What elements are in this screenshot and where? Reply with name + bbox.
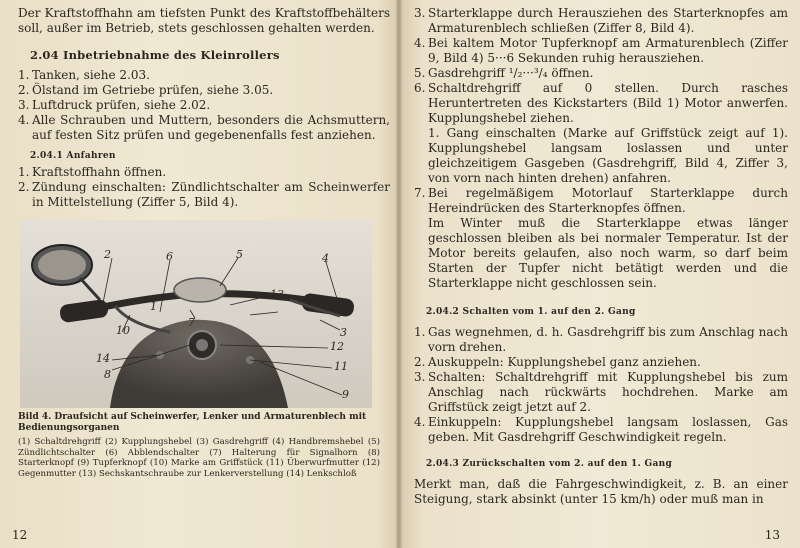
list-item: 2. Auskuppeln: Kupplungshebel ganz anziehen. [414,355,701,369]
list-item: 3. Starterklappe durch Herausziehen des Starterknopfes am Armaturenblech schließen (Ziffer 8, Bild 4). [414,6,788,35]
figure-label-9: 9 [342,388,349,401]
list-item: 3. Schalten: Schaltdrehgriff mit Kupplungshebel bis zum Anschlag nach rückwärts hochdrehen. Marke am Griffstück zeigt jetzt auf 2. [414,370,788,414]
step-7 [414,186,788,216]
figure-label-4: 4 [322,252,329,265]
handlebar-photo [20,220,372,408]
list-item: 3. Luftdruck prüfen, siehe 2.02. [18,98,211,112]
start-steps-continued [414,6,788,126]
step7-continuation: Im Winter muß die Starterklappe etwas länger geschlossen bleiben als bei normaler Temperatur. Ist der Motor bereits gelaufen, also noch warm, so darf beim Starten der Tupfer nicht betätigt werden und die Starterklappe nicht geschlossen sein. [428,216,788,290]
list-item: 5. Gasdrehgriff ¹/₂···³/₄ öffnen. [414,66,594,80]
page-number-left: 12 [12,528,28,542]
handlebar-illustration [20,220,372,408]
list-item: 1. Kraftstoffhahn öffnen. [18,165,167,179]
subsection-heading: 2.04.1 Anfahren [30,151,116,161]
list-item: 4. Alle Schrauben und Muttern, besonders die Achsmuttern, auf festen Sitz prüfen und gegebenenfalls fest anziehen. [18,113,390,142]
figure-label-11: 11 [334,360,348,373]
figure-label-3: 3 [340,326,347,339]
figure-label-2: 2 [104,248,111,261]
shift-steps [414,325,788,445]
book-gutter [396,0,402,548]
figure-label-5: 5 [236,248,243,261]
list-item: 4. Bei kaltem Motor Tupferknopf am Armaturenblech (Ziffer 9, Bild 4) 5···6 Sekunden ruhig herausziehen. [414,36,788,65]
intro-paragraph: Der Kraftstoffhahn am tiefsten Punkt des Kraftstoffbehälters soll, außer im Betrieb, stets geschlossen gehalten werden. [18,6,390,35]
subsection-heading-3: 2.04.3 Zurückschalten vom 2. auf den 1. Gang [426,459,673,469]
figure-label-12: 12 [330,340,344,353]
list-item: 6. Schaltdrehgriff auf 0 stellen. Durch rasches Heruntertreten des Kickstarters (Bild 1) Motor anwerfen. Kupplungshebel ziehen. [414,81,788,125]
page-number-right: 13 [764,528,780,542]
start-steps [18,165,390,210]
figure-label-14: 14 [96,352,110,365]
subsection-heading-2: 2.04.2 Schalten vom 1. auf den 2. Gang [426,307,636,317]
list-item: 2. Ölstand im Getriebe prüfen, siehe 3.05. [18,83,274,97]
figure-label-10: 10 [116,324,130,337]
preparation-steps [18,68,390,143]
list-item: 2. Zündung einschalten: Zündlichtschalter am Scheinwerfer in Mittelstellung (Ziffer 5, Bild 4). [18,180,390,209]
figure-label-7: 7 [188,316,195,329]
list-item: 1. Gas wegnehmen, d. h. Gasdrehgriff bis zum Anschlag nach vorn drehen. [414,325,788,354]
right-page [398,0,800,548]
figure-legend: (1) Schaltdrehgriff (2) Kupplungshebel (3) Gasdrehgriff (4) Handbremshebel (5) Zündlichtschalter (6) Abblendschalter (7) Halterung für Signalhorn (8) Starterknopf (9) Tupferknopf (10) Marke am Griffstück (11) Überwurfmutter (12) Gegenmutter (13) Sechskantschraube zur Lenkerverstellung (14) Lenkschloß [18,437,380,479]
step6-continuation: 1. Gang einschalten (Marke auf Griffstück zeigt auf 1). Kupplungshebel langsam loslassen und unter gleichzeitigem Gasgeben (Gasdrehgriff, Bild 4, Ziffer 3, von vorn nach hinten drehen) anfahren. [428,126,788,185]
figure-caption: Bild 4. Draufsicht auf Scheinwerfer, Lenker und Armaturenblech mit Bedienungsorganen [18,412,367,433]
figure-label-13: 13 [270,288,284,301]
left-page [0,0,398,548]
figure-label-1: 1 [150,300,157,313]
list-item: 1. Tanken, siehe 2.03. [18,68,150,82]
figure-label-8: 8 [104,368,111,381]
closing-paragraph: Merkt man, daß die Fahrgeschwindigkeit, z. B. an einer Steigung, stark absinkt (unter 15 km/h) oder muß man in [414,477,788,506]
list-item: 7. Bei regelmäßigem Motorlauf Starterklappe durch Hereindrücken des Starterknopfes öffnen. [414,186,788,215]
list-item: 4. Einkuppeln: Kupplungshebel langsam loslassen, Gas geben. Mit Gasdrehgriff Geschwindigkeit regeln. [414,415,788,444]
section-heading: 2.04 Inbetriebnahme des Kleinrollers [30,48,280,62]
figure-label-6: 6 [166,250,173,263]
